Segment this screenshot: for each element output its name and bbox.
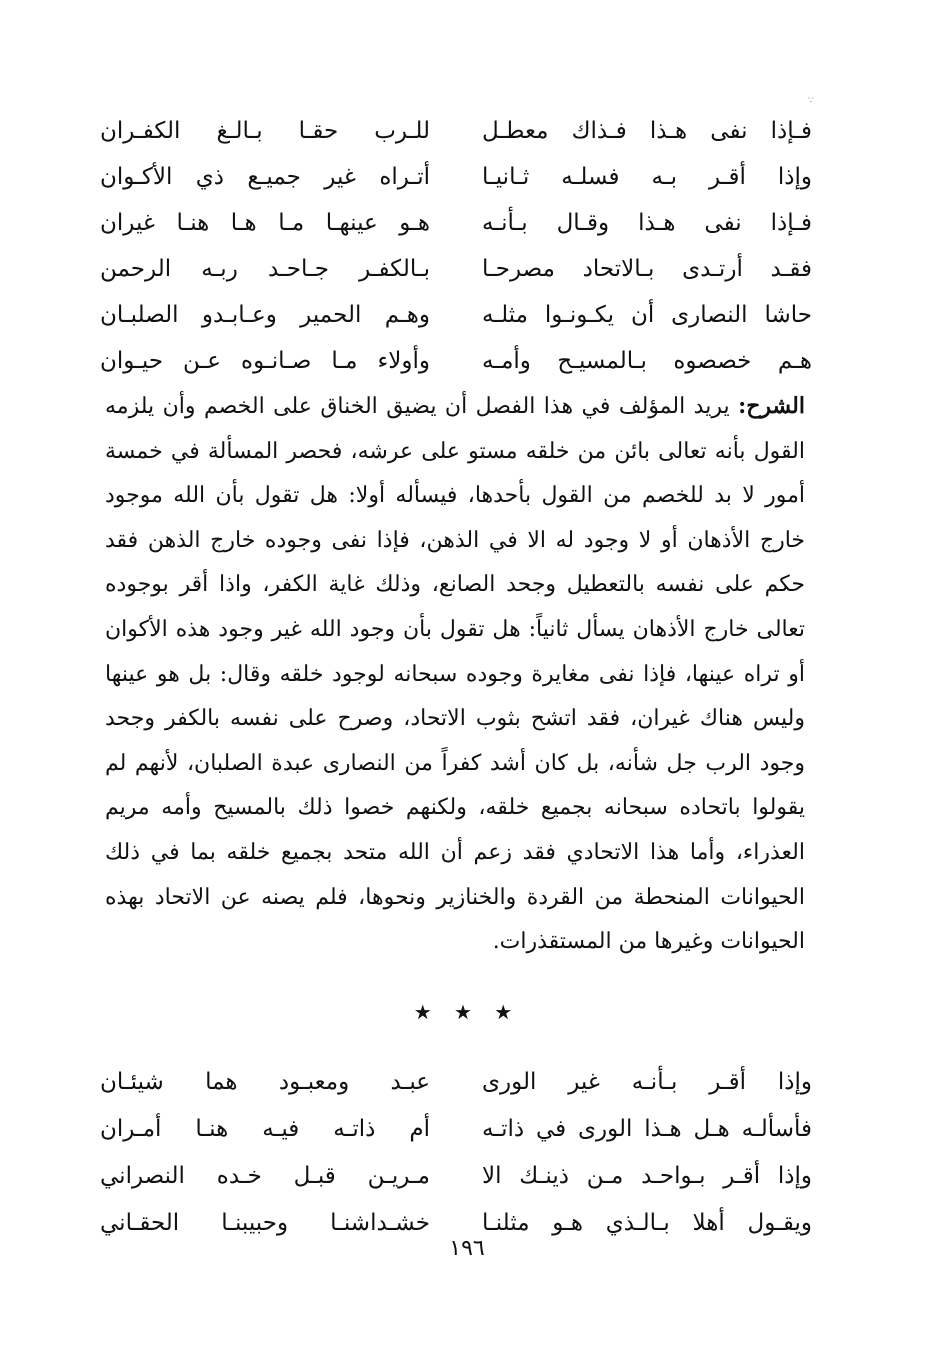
verse-first-hemistich: وإذا أقـر بـه فسلـه ثـانيـا xyxy=(482,164,812,190)
page-number: ١٩٦ xyxy=(449,1236,485,1261)
verse-second-hemistich: وأولاء مـا صـانـوه عـن حيـوان xyxy=(100,348,430,374)
verse-row xyxy=(100,292,812,338)
commentary-paragraph xyxy=(105,384,805,965)
verse-first-hemistich: فـإذا نفى هـذا وقـال بـأنـه xyxy=(482,210,812,236)
verse-row xyxy=(100,1058,812,1105)
verse-row xyxy=(100,246,812,292)
verse-first-hemistich: هـم خصصوه بـالمسيـح وأمـه xyxy=(482,348,812,374)
verse-second-hemistich: هـو عينهـا مـا هـا هنـا غيران xyxy=(100,210,430,236)
verse-second-hemistich: خشـداشنـا وحبيبنـا الحقـاني xyxy=(100,1209,430,1236)
verse-row xyxy=(100,200,812,246)
verse-first-hemistich: وإذا أقـر بـأنـه غير الورى xyxy=(482,1068,812,1095)
verse-second-hemistich: أم ذاتـه فيـه هنـا أمـران xyxy=(100,1115,430,1142)
verse-second-hemistich: أتـراه غير جميـع ذي الأكـوان xyxy=(100,164,430,190)
verse-row xyxy=(100,108,812,154)
section-separator: ★ ★ ★ xyxy=(413,1000,521,1024)
verse-block-top xyxy=(100,108,812,384)
scan-mark: ∵ xyxy=(808,96,814,106)
verse-first-hemistich: فـإذا نفى هـذا فـذاك معطـل xyxy=(482,118,812,144)
verse-second-hemistich: عبـد ومعبـود هما شيئـان xyxy=(100,1068,430,1095)
verse-second-hemistich: بـالكفـر جـاحـد ربـه الرحمن xyxy=(100,256,430,282)
verse-second-hemistich: مـريـن قبـل خـده النصراني xyxy=(100,1162,430,1189)
commentary-label: الشرح: xyxy=(738,393,805,419)
verse-row xyxy=(100,1152,812,1199)
verse-first-hemistich: حاشا النصارى أن يكـونـوا مثلـه xyxy=(482,302,812,328)
verse-row xyxy=(100,1105,812,1152)
verse-second-hemistich: للـرب حقـا بـالـغ الكفـران xyxy=(100,118,430,144)
verse-first-hemistich: وإذا أقـر بـواحـد مـن ذينـك الا xyxy=(482,1162,812,1189)
commentary-text: يريد المؤلف في هذا الفصل أن يضيق الخناق على الخصم وأن يلزمه القول بأنه تعالى بائن من خلقه مستو على عرشه، فحصر المسألة في خمسة أمور لا بد للخصم من القول بأحدها، فيسأله أولا: هل تقول بأن الله موجود خارج الأذهان أو لا وجود له الا في الذهن، فإذا نفى وجوده خارج الذهن فقد حكم على نفسه بالتعطيل وجحد الصانع، وذلك غاية الكفر، واذا أقر بوجوده تعالى خارج الأذهان يسأل ثانياً: هل تقول بأن وجود الله غير وجود هذه الأكوان أو تراه عينها، فإذا نفى مغايرة وجوده سبحانه لوجود خلقه وقال: بل هو عينها وليس هناك غيران، فقد اتشح بثوب الاتحاد، وصرح على نفسه بالكفر وجحد وجود الرب جل شأنه، بل كان أشد كفراً من النصارى عبدة الصلبان، لأنهم لم يقولوا باتحاده سبحانه بجميع خلقه، ولكنهم خصوا ذلك بالمسيح وأمه مريم العذراء، وأما هذا الاتحادي فقد زعم أن الله متحد بجميع خلقه بما في ذلك الحيوانات المنحطة من القردة والخنازير ونحوها، فلم يصنه عن الاتحاد بهذه الحيوانات وغيرها من المستقذرات. xyxy=(105,394,805,955)
verse-first-hemistich: ويقـول أهلا بـالـذي هـو مثلنـا xyxy=(482,1209,812,1236)
verse-first-hemistich: فقـد أرتـدى بـالاتحاد مصرحـا xyxy=(482,256,812,282)
verse-row xyxy=(100,154,812,200)
verse-row xyxy=(100,338,812,384)
verse-block-bottom xyxy=(100,1058,812,1246)
verse-second-hemistich: وهـم الحمير وعـابـدو الصلبـان xyxy=(100,302,430,328)
verse-first-hemistich: فأسألـه هـل هـذا الورى في ذاتـه xyxy=(482,1115,812,1142)
